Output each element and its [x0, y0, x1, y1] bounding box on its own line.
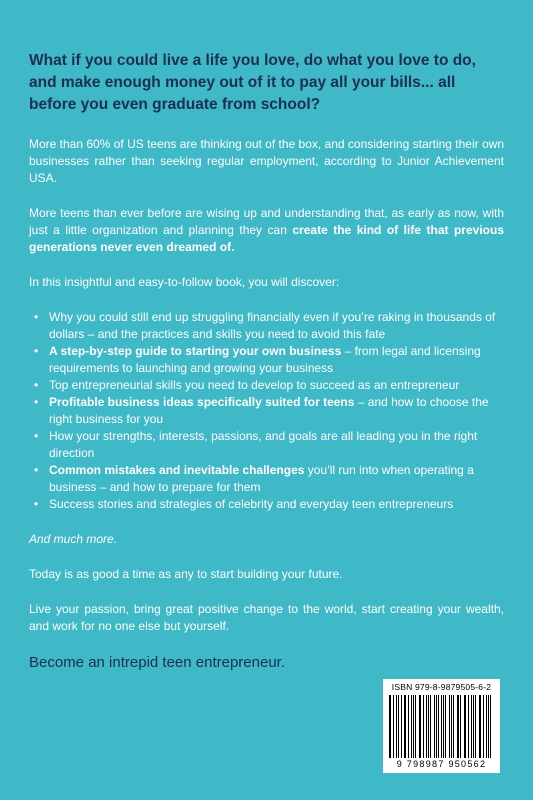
list-item-text: you’ll run into when operating a business – and how to prepare for them	[49, 463, 474, 494]
list-item-bold: Common mistakes and inevitable challenges	[49, 463, 305, 477]
list-item-bold: Profitable business ideas specifically suited for teens	[49, 395, 355, 409]
barcode-stripe	[486, 695, 487, 758]
list-item-text: – from legal and licensing requirements to launching and growing your business	[49, 344, 481, 375]
isbn-barcode	[383, 679, 500, 773]
paragraph-wising-up-bold: create the kind of life that previous generations never even dreamed of.	[29, 223, 504, 254]
barcode-stripe	[453, 695, 454, 758]
closing-line: Become an intrepid teen entrepreneur.	[29, 654, 286, 671]
and-much-more: And much more.	[29, 532, 118, 546]
barcode-stripe	[430, 695, 431, 758]
barcode-bars	[389, 695, 494, 758]
list-item	[29, 496, 504, 513]
intro-line: In this insightful and easy-to-follow book, you will discover:	[29, 275, 340, 289]
barcode-stripe	[490, 695, 491, 758]
barcode-stripe	[464, 695, 465, 758]
list-item	[29, 394, 504, 428]
headline: What if you could live a life you love, do what you love to do, and make enough money out of it to pay all your bills... all before you even graduate from school?	[29, 52, 476, 113]
list-item-text: Why you could still end up struggling financially even if you’re raking in thousands of dollars – and the practices and skills you need to avoid this fate	[49, 310, 496, 341]
barcode-stripe	[393, 695, 394, 758]
paragraph-wising-up	[29, 205, 504, 256]
list-item	[29, 309, 504, 343]
barcode-stripe	[479, 695, 480, 758]
list-item	[29, 343, 504, 377]
barcode-stripe	[405, 695, 406, 758]
barcode-stripe	[465, 695, 466, 758]
list-item-bold: A step-by-step guide to starting your own business	[49, 344, 342, 358]
back-cover-text	[29, 50, 504, 673]
list-item	[29, 428, 504, 462]
barcode-stripe	[445, 695, 446, 758]
list-item-text: Success stories and strategies of celebrity and everyday teen entrepreneurs	[49, 497, 454, 511]
list-item	[29, 377, 504, 394]
barcode-stripe	[438, 695, 439, 758]
isbn-number: ISBN 979-8-9879505-6-2	[391, 682, 492, 692]
barcode-stripe	[471, 695, 472, 758]
barcode-stripe	[408, 695, 409, 758]
list-item	[29, 462, 504, 496]
barcode-stripe	[398, 695, 399, 758]
ean-number: 9 798987 950562	[396, 759, 487, 769]
barcode-stripe	[420, 695, 421, 758]
today-line: Today is as good a time as any to start building your future.	[29, 567, 343, 581]
paragraph-statistic: More than 60% of US teens are thinking out of the box, and considering starting their own businesses rather than seeking regular employment, according to Junior Achievement USA.	[29, 137, 504, 185]
barcode-stripe	[428, 695, 429, 758]
live-passion-line: Live your passion, bring great positive change to the world, start creating your wealth, and work for no one else but yourself.	[29, 602, 504, 633]
list-item-text: Top entrepreneurial skills you need to develop to succeed as an entrepreneur	[49, 378, 460, 392]
list-item-text: How your strengths, interests, passions, and goals are all leading you in the right direction	[49, 429, 478, 460]
barcode-stripe	[415, 695, 416, 758]
benefit-list	[29, 309, 504, 513]
list-item-text: – and how to choose the right business for you	[49, 395, 489, 426]
barcode-stripe	[449, 695, 450, 758]
paragraph-wising-up-text: More teens than ever before are wising up and understanding that, as early as now, with just a little organization and planning they can	[29, 206, 504, 237]
